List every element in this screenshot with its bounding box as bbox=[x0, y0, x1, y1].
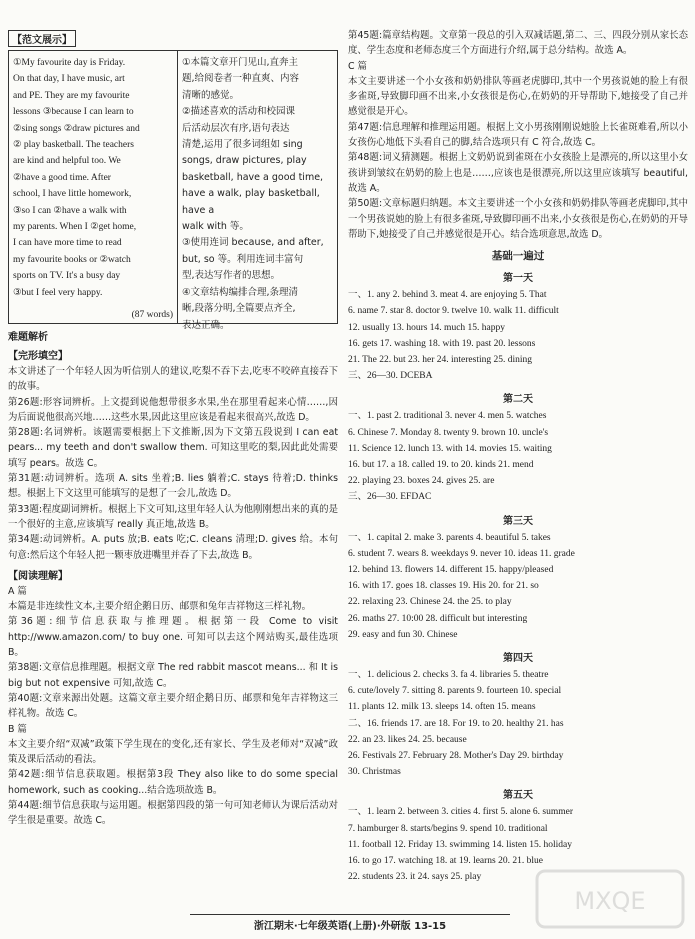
reading-paragraph: B 篇 bbox=[8, 723, 27, 735]
comment-line: basketball, have a good time, bbox=[182, 171, 324, 183]
comment-line: ①本篇文章开门见山,直奔主 bbox=[182, 57, 299, 68]
comment-line: but, so 等。利用连词丰富句 bbox=[182, 253, 304, 265]
essay-line: ②sing songs ②draw pictures and bbox=[13, 123, 140, 134]
left-column bbox=[8, 28, 338, 829]
cloze-paragraph: 第26题:形容词辨析。上文提到说他想带很多水果,坐在那里看起来心情……,因为后面说他很高兴地……这些水果,因此这里应该是看起来很高兴,故选 D。 bbox=[8, 396, 338, 423]
right-column bbox=[348, 28, 688, 885]
essay-line: ③but I feel very happy. bbox=[13, 287, 103, 298]
comment-line: 题,给阅卷者一种直爽、内容 bbox=[182, 73, 300, 85]
answer-row: 6. cute/lovely 7. sitting 8. parents 9. fourteen 10. special bbox=[348, 686, 562, 697]
reading-label: 【阅读理解】 bbox=[8, 570, 68, 582]
essay-line: my favourite books or ②watch bbox=[13, 254, 131, 265]
reading-paragraph: 本文主要讲述一个小女孩和奶奶排队等画老虎脚印,其中一个男孩说她的脸上有很多雀斑,导致脚印画不出来,小女孩很是伤心,在奶奶的开导帮助下,她接受了自己并感觉很是开心。 bbox=[348, 75, 688, 118]
reading-analysis-continued bbox=[348, 28, 688, 242]
answer-row: 22. students 23. it 24. says 25. play bbox=[348, 872, 482, 883]
answer-row: 一、1. past 2. traditional 3. never 4. men 5. watches bbox=[348, 411, 547, 422]
comment-line: 后活动层次有序,语句表达 bbox=[182, 122, 290, 134]
cloze-analysis bbox=[8, 364, 338, 563]
essay-line: ② play basketball. The teachers bbox=[13, 140, 134, 151]
essay-text bbox=[9, 51, 178, 323]
svg-text:MXQE: MXQE bbox=[574, 887, 646, 915]
day-title: 第二天 bbox=[503, 394, 533, 406]
answer-row: 6. name 7. star 8. doctor 9. twelve 10. walk 11. difficult bbox=[348, 306, 559, 317]
comment-line: 型,表达写作者的思想。 bbox=[182, 270, 281, 282]
day-title: 第一天 bbox=[503, 273, 533, 285]
reading-paragraph: C 篇 bbox=[348, 60, 367, 72]
answer-row: 22. relaxing 23. Chinese 24. the 25. to play bbox=[348, 597, 512, 608]
reading-paragraph: 第47题:信息理解和推理运用题。根据上文小男孩刚刚说她脸上长雀斑难看,所以小女孩伤心地低下头看自己的脚,结合选项只有 C 符合,故选 C。 bbox=[348, 121, 688, 149]
cloze-paragraph: 第31题:动词辨析。选项 A. sits 坐着;B. lies 躺着;C. stays 待着;D. thinks 想。根据上下文这里可能填写的是想了一会儿,故选 D。 bbox=[8, 473, 338, 500]
answer-row: 12. behind 13. flowers 14. different 15. happy/pleased bbox=[348, 565, 554, 575]
answer-row: 一、1. any 2. behind 3. meat 4. are enjoying 5. That bbox=[348, 290, 547, 301]
reading-paragraph: 第45题:篇章结构题。文章第一段总的引入双减话题,第二、三、四段分别从家长态度、学生态度和老师态度三个方面进行介绍,属于总分结构。故选 A。 bbox=[348, 30, 688, 57]
reading-analysis bbox=[8, 584, 338, 829]
reading-paragraph: 本篇是非连续性文本,主要介绍企鹅日历、邮票和兔年吉祥物这三样礼物。 bbox=[8, 601, 311, 613]
cloze-paragraph: 本文讲述了一个年轻人因为听信别人的建议,吃梨不吞下去,吃枣不咬碎直接吞下的故事。 bbox=[8, 366, 338, 393]
page-footer: 浙江期末·七年级英语(上册)·外研版 13-15 bbox=[190, 914, 510, 935]
answer-row: 16. to go 17. watching 18. at 19. learns 20. 21. blue bbox=[348, 856, 543, 867]
answer-row: 11. football 12. Friday 13. swimming 14. listen 15. holiday bbox=[348, 839, 572, 850]
cloze-paragraph: 第33题:程度副词辨析。根据上下文可知,这里年轻人认为他刚刚想出来的真的是一个很好的主意,应该填写 really 真正地,故选 B。 bbox=[8, 503, 338, 530]
answer-row: 一、1. capital 2. make 3. parents 4. beautiful 5. takes bbox=[348, 532, 551, 543]
answer-row: 21. The 22. but 23. her 24. interesting 25. dining bbox=[348, 354, 532, 365]
answer-row: 二、16. friends 17. are 18. For 19. to 20. healthy 21. has bbox=[348, 718, 564, 729]
answer-row: 一、1. learn 2. between 3. cities 4. first 5. alone 6. summer bbox=[348, 807, 574, 818]
answer-row: 26. Festivals 27. February 28. Mother's Day 29. birthday bbox=[348, 751, 564, 762]
answer-row: 6. student 7. wears 8. weekdays 9. never 10. ideas 11. grade bbox=[348, 548, 575, 559]
comment-line: ③使用连词 because, and after, bbox=[182, 237, 324, 249]
answer-row: 16. with 17. goes 18. classes 19. His 20. for 21. so bbox=[348, 581, 539, 592]
answer-row: 30. Christmas bbox=[348, 767, 401, 778]
essay-line: ③so I can ②have a walk with bbox=[13, 205, 127, 216]
cloze-label: 【完形填空】 bbox=[8, 351, 68, 362]
answer-row: 三、26—30. DCEBA bbox=[348, 371, 433, 382]
essay-comments bbox=[178, 51, 337, 331]
answer-row: 11. plants 12. milk 13. sleeps 14. often 15. means bbox=[348, 702, 536, 713]
reading-paragraph: 第48题:词义猜测题。根据上文奶奶说到雀斑在小女孩脸上是漂亮的,所以这里小女孩讲到皱纹在奶奶的脸上也是……,应该也是很漂亮,所以这里应该填写 beautiful,故选 A。 bbox=[348, 152, 688, 194]
essay-line: I can have more time to read bbox=[13, 238, 122, 249]
answer-row: 11. Science 12. lunch 13. with 14. movies 15. waiting bbox=[348, 443, 552, 454]
essay-line: lessons ③because I can learn to bbox=[13, 107, 134, 118]
cloze-paragraph: 第28题:名词辨析。该题需要根据上下文推断,因为下文第五段说到 I can eat pears... my teeth and don't swallow them. 可知这里吃的梨,因此此处需要填写 pears。故选 C。 bbox=[8, 427, 338, 469]
essay-line: ②have a good time. After bbox=[13, 172, 111, 183]
day-title: 第五天 bbox=[503, 790, 533, 802]
comment-line: 表达正确。 bbox=[182, 319, 230, 331]
comment-line: 清晰的感觉。 bbox=[182, 89, 240, 101]
comment-line: have a walk, play basketball, have a bbox=[182, 188, 320, 216]
hard-label: 难题解析 bbox=[8, 332, 48, 343]
answer-row: 6. Chinese 7. Monday 8. twenty 9. brown 10. uncle's bbox=[348, 427, 549, 438]
reading-paragraph: 第40题:文章来源出处题。这篇文章主要介绍企鹅日历、邮票和兔年吉祥物这三样礼物。故选 C。 bbox=[8, 692, 338, 720]
reading-paragraph: A 篇 bbox=[8, 585, 27, 597]
answer-row: 22. playing 23. boxes 24. gives 25. are bbox=[348, 476, 495, 487]
comment-line: songs, draw pictures, play bbox=[182, 155, 307, 167]
comment-line: ④文章结构编排合理,条理清 bbox=[182, 286, 299, 298]
essay-line: sports on TV. It's a busy day bbox=[13, 271, 121, 282]
essay-line: school, I have little homework, bbox=[13, 189, 132, 200]
essay-line: my parents. When I ②get home, bbox=[13, 222, 137, 233]
reading-paragraph: 本文主要介绍“双减”政策下学生现在的变化,还有家长、学生及老师对“双减”政策及课后活动的看法。 bbox=[8, 738, 338, 766]
essay-line: On that day, I have music, art bbox=[13, 74, 125, 85]
essay-line: and PE. They are my favourite bbox=[13, 90, 130, 101]
essay-line: are kind and helpful too. We bbox=[13, 156, 121, 167]
reading-paragraph: 第44题:细节信息获取与运用题。根据第四段的第一句可知老师认为课后活动对学生很是重要。故选 C。 bbox=[8, 800, 338, 827]
watermark-logo bbox=[535, 869, 685, 929]
reading-paragraph: 第36题:细节信息获取与推理题。根据第一段 Come to visit http://www.amazon.com/ to buy one. 可知可以去这个网站购买,最佳选项 B。 bbox=[8, 616, 338, 659]
comment-line: 清楚,运用了很多词组如 sing bbox=[182, 139, 303, 151]
answer-row: 22. an 23. likes 24. 25. because bbox=[348, 734, 467, 745]
answer-row: 29. easy and fun 30. Chinese bbox=[348, 629, 458, 640]
reading-paragraph: 第50题:文章标题归纳题。本文主要讲述一个小女孩和奶奶排队等画老虎脚印,其中一个男孩说她的脸上有很多雀斑,导致脚印画不出来,小女孩很是伤心,在奶奶的开导帮助下,她接受了自己并感觉很是开心。结合选项意思,故选 D。 bbox=[348, 198, 688, 240]
day-title: 第三天 bbox=[503, 515, 533, 527]
sample-essay-box bbox=[8, 50, 338, 331]
basic-title: 基础一遍过 bbox=[491, 250, 545, 263]
comment-line: walk with 等。 bbox=[182, 221, 249, 233]
answer-days bbox=[348, 269, 688, 885]
cloze-paragraph: 第34题:动词辨析。A. puts 放;B. eats 吃;C. cleans 清理;D. gives 给。本句句意:然后这个年轻人把一颗枣放进嘴里并吞了下去,故选 B。 bbox=[8, 534, 338, 561]
answer-row: 一、1. delicious 2. checks 3. fa 4. libraries 5. theatre bbox=[348, 670, 549, 681]
comment-line: 晰,段落分明,全篇要点齐全, bbox=[182, 303, 296, 315]
answer-row: 7. hamburger 8. starts/begins 9. spend 10. traditional bbox=[348, 823, 548, 834]
answer-row: 26. maths 27. 10:00 28. difficult but interesting bbox=[348, 613, 528, 624]
reading-paragraph: 第38题:文章信息推理题。根据文章 The red rabbit mascot means... 和 It is big but not expensive 可知,故选 C。 bbox=[8, 662, 338, 689]
answer-row: 12. usually 13. hours 14. much 15. happy bbox=[348, 322, 506, 333]
comment-line: ②描述喜欢的活动和校园课 bbox=[182, 106, 296, 118]
reading-paragraph: 第42题:细节信息获取题。根据第3段 They also like to do some special homework, such as cooking...结合选项故选 B。 bbox=[8, 769, 338, 796]
answer-row: 三、26—30. EFDAC bbox=[348, 492, 432, 503]
day-title: 第四天 bbox=[503, 653, 533, 665]
word-count: (87 words) bbox=[131, 310, 173, 321]
answer-row: 16. gets 17. washing 18. with 19. past 20. lessons bbox=[348, 338, 536, 349]
essay-line: ①My favourite day is Friday. bbox=[13, 58, 126, 68]
sample-label: 【范文展示】 bbox=[8, 30, 76, 47]
answer-row: 16. but 17. a 18. called 19. to 20. kinds 21. mend bbox=[348, 459, 534, 470]
